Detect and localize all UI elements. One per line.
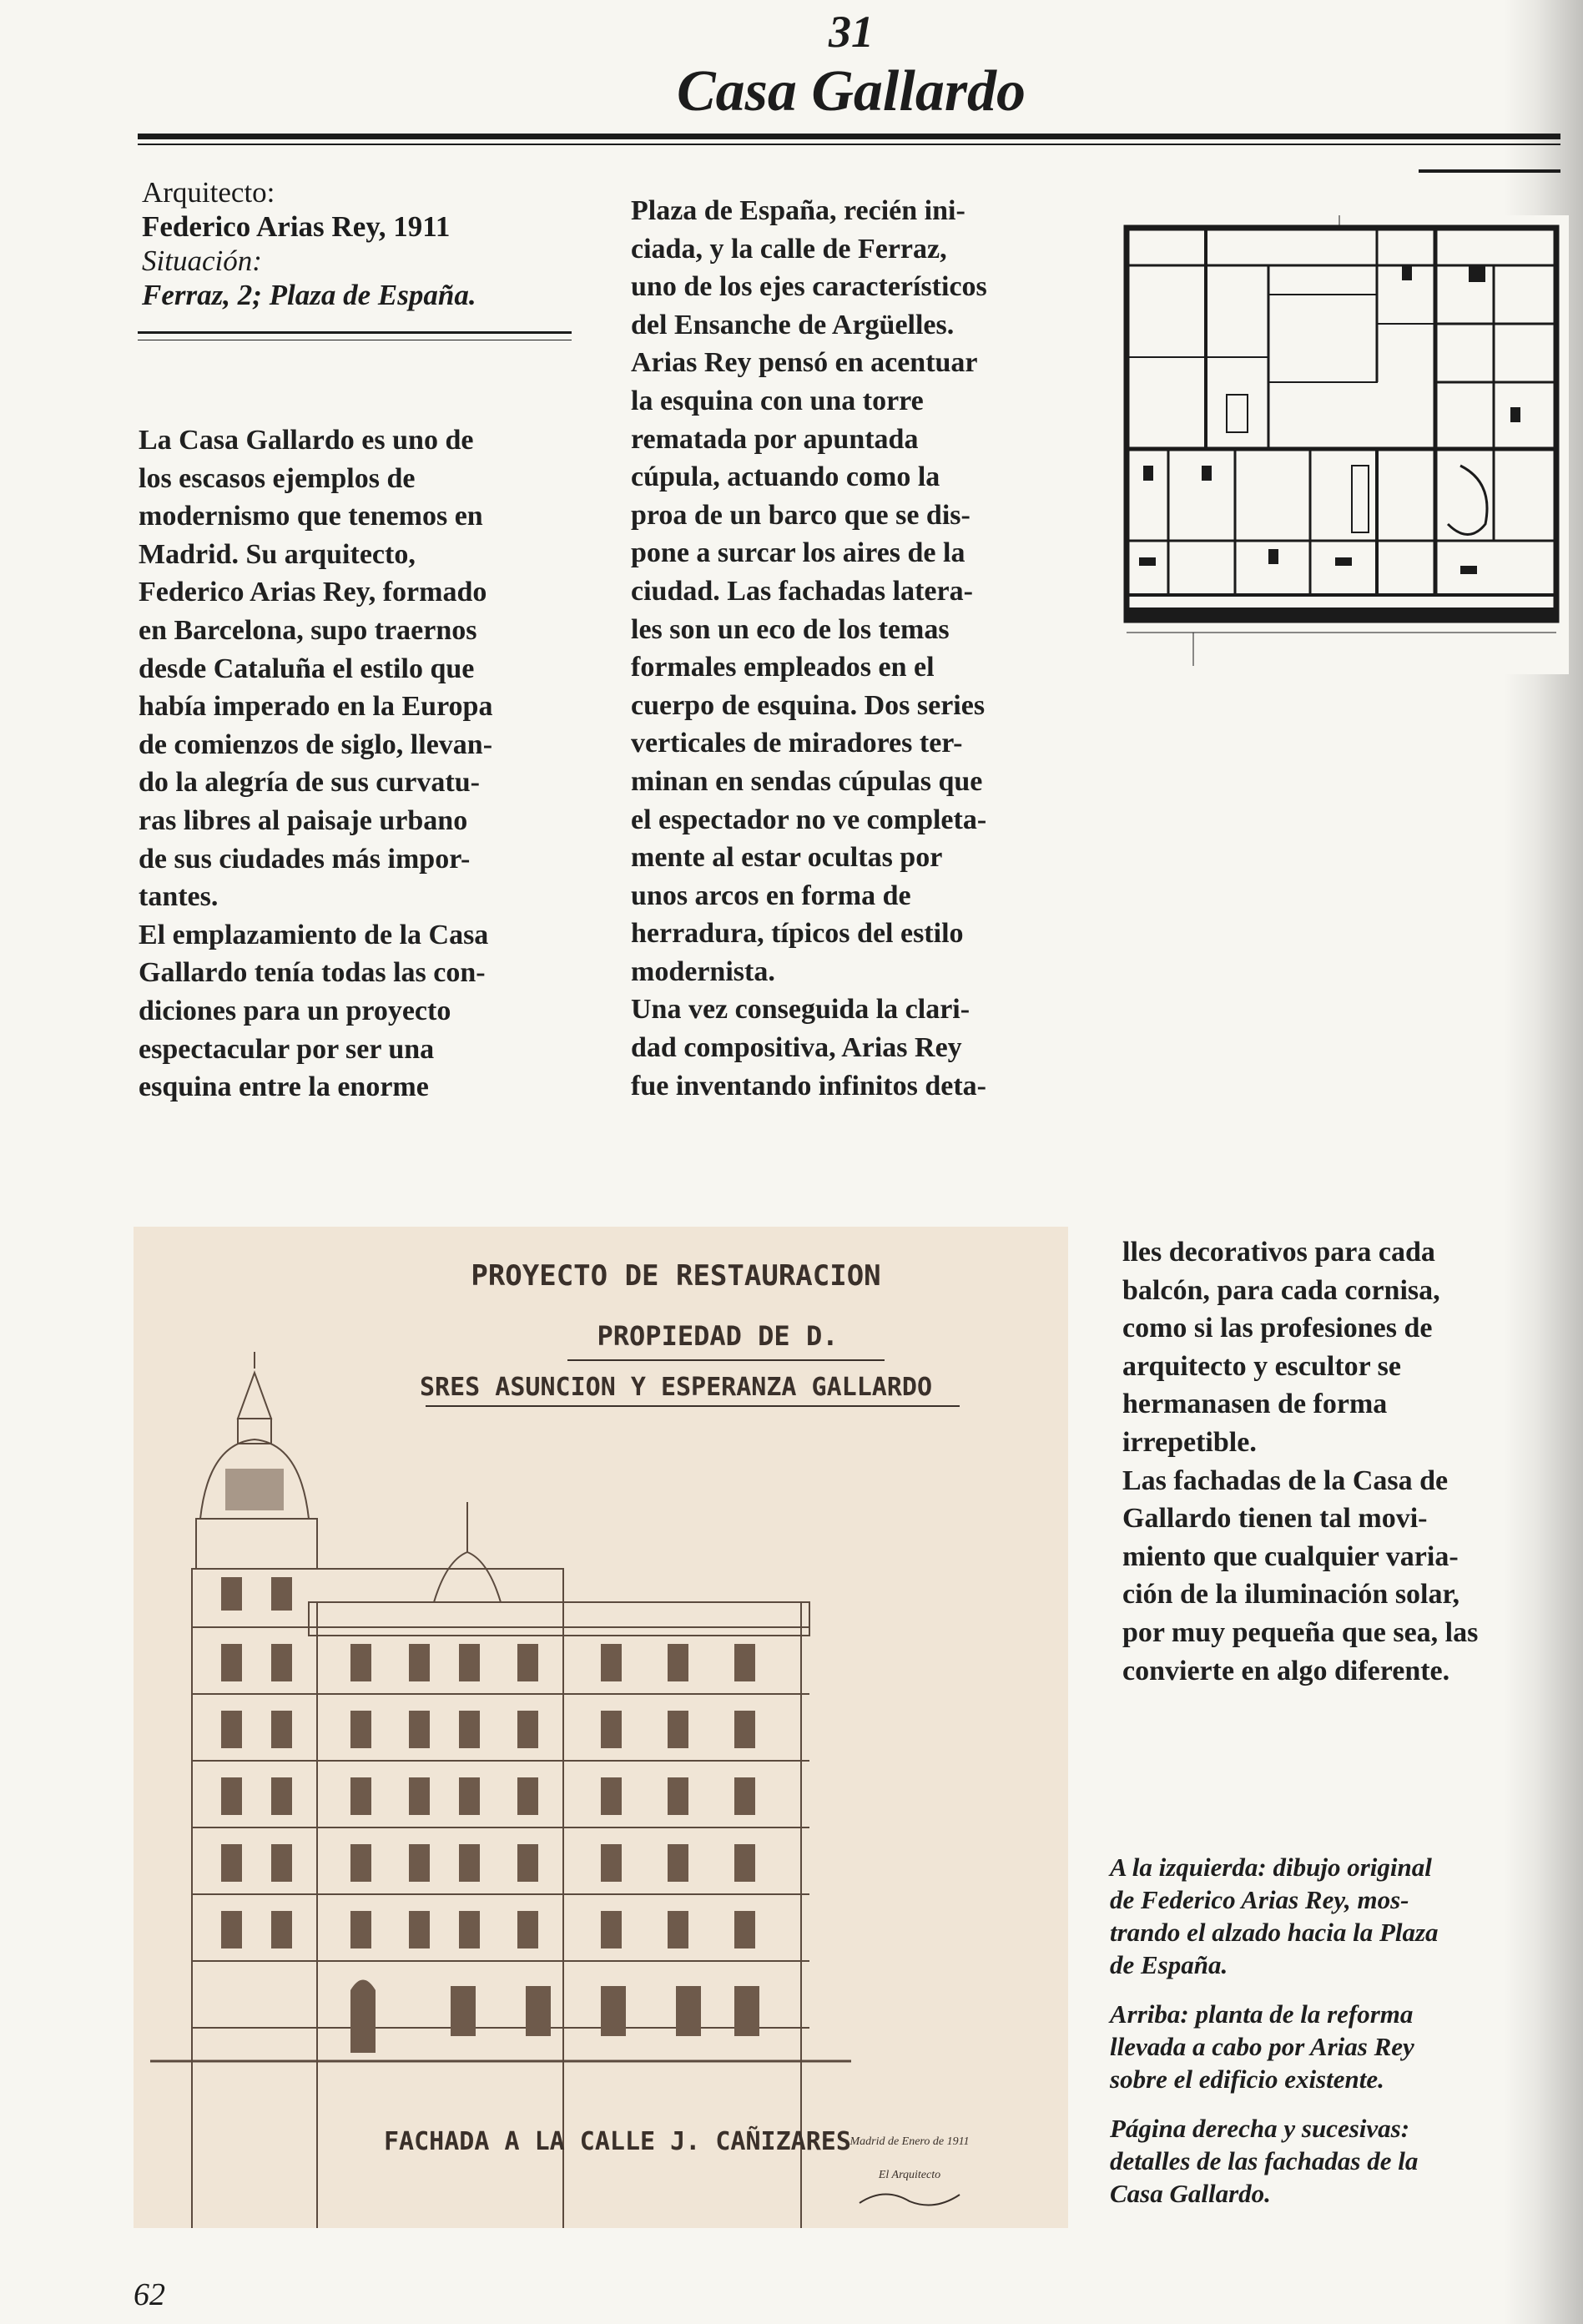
location-label: Situación:: [142, 244, 262, 277]
text-line: unos arcos en forma de: [631, 880, 911, 911]
text-line: proa de un barco que se dis-: [631, 499, 970, 531]
text-line: del Ensanche de Argüelles.: [631, 309, 955, 340]
text-line: dad compositiva, Arias Rey: [631, 1032, 962, 1064]
text-line: convierte en algo diferente.: [1122, 1655, 1450, 1686]
drawing-title-line1: PROYECTO DE RESTAURACION: [471, 1259, 881, 1293]
text-line: irrepetible.: [1122, 1426, 1257, 1458]
text-line: fue inventando infinitos deta-: [631, 1070, 986, 1102]
facade-drawing-figure: [134, 1227, 1068, 2228]
meta-rule-top: [138, 331, 572, 334]
text-line: minan en sendas cúpulas que: [631, 765, 983, 797]
text-line: verticales de miradores ter-: [631, 728, 963, 759]
text-line: ras libres al paisaje urbano: [139, 804, 468, 836]
text-line: de sus ciudades más impor-: [139, 843, 471, 875]
text-line: Gallardo tenía todas las con-: [139, 957, 486, 989]
text-line: Una vez conseguida la clari-: [631, 994, 970, 1026]
text-line: hermanasen de forma: [1122, 1389, 1388, 1420]
text-line: do la alegría de sus curvatu-: [139, 767, 480, 799]
text-line: por muy pequeña que sea, las: [1122, 1616, 1479, 1648]
text-line: arquitecto y escultor se: [1122, 1350, 1401, 1382]
text-line: en Barcelona, supo traernos: [139, 614, 477, 646]
text-line: uno de los ejes característicos: [631, 271, 987, 303]
text-line: como si las profesiones de: [1122, 1313, 1433, 1344]
text-line: Gallardo tienen tal movi-: [1122, 1503, 1428, 1535]
facade-label: FACHADA A LA CALLE J. CAÑIZARES: [384, 2127, 851, 2156]
header-rule-tail: [1419, 169, 1560, 173]
project-meta: [142, 175, 584, 312]
caption-following-pages: Página derecha y sucesivas: detalles de las fachadas de la Casa Gallardo.: [1110, 2114, 1419, 2208]
text-line: modernismo que tenemos en: [139, 501, 483, 532]
text-line: herradura, típicos del estilo: [631, 918, 964, 950]
text-line: Federico Arias Rey, formado: [139, 577, 487, 608]
text-line: balcón, para cada cornisa,: [1122, 1274, 1440, 1306]
architect-label: Arquitecto:: [142, 176, 275, 209]
text-line: La Casa Gallardo es uno de: [139, 425, 474, 456]
chapter-title: Casa Gallardo: [676, 59, 1026, 124]
text-line: los escasos ejemplos de: [139, 462, 416, 494]
figure-captions: [1110, 1851, 1544, 2226]
text-line: cuerpo de esquina. Dos series: [631, 689, 986, 721]
text-line: de comienzos de siglo, llevan-: [139, 728, 493, 760]
text-line: rematada por apuntada: [631, 423, 919, 455]
chapter-number: 31: [829, 7, 874, 57]
text-line: diciones para un proyecto: [139, 995, 451, 1026]
header-rule-thin: [138, 144, 1560, 145]
text-line: formales empleados en el: [631, 652, 935, 683]
text-line: espectacular por ser una: [139, 1033, 435, 1065]
signature-architect: El Arquitecto: [878, 2169, 941, 2181]
text-line: la esquina con una torre: [631, 385, 924, 416]
text-line: lles decorativos para cada: [1122, 1237, 1435, 1268]
text-line: Plaza de España, recién ini-: [631, 195, 965, 226]
page-number: 62: [134, 2277, 165, 2312]
text-line: Arias Rey pensó en acentuar: [631, 347, 978, 379]
header-rule-thick: [138, 134, 1560, 139]
text-line: mente al estar ocultas por: [631, 842, 943, 874]
text-line: desde Cataluña el estilo que: [139, 653, 475, 684]
floor-plan-figure: [1102, 215, 1569, 674]
text-line: esquina entre la enorme: [139, 1071, 429, 1103]
text-column-2: [631, 192, 1098, 1105]
text-line: les son un eco de los temas: [631, 613, 950, 645]
text-line: El emplazamiento de la Casa: [139, 919, 489, 950]
text-line: miento que cualquier varia-: [1122, 1540, 1459, 1572]
text-line: pone a surcar los aires de la: [631, 537, 965, 569]
text-column-3: [1122, 1233, 1565, 1690]
location-value: Ferraz, 2; Plaza de España.: [142, 279, 476, 311]
text-line: Las fachadas de la Casa de: [1122, 1464, 1449, 1496]
signature-date: Madrid de Enero de 1911: [849, 2135, 970, 2148]
text-column-1: [139, 421, 589, 1107]
text-line: tantes.: [139, 881, 219, 913]
text-line: había imperado en la Europa: [139, 691, 493, 723]
text-line: modernista.: [631, 955, 775, 987]
text-line: ción de la iluminación solar,: [1122, 1579, 1459, 1611]
drawing-title-line3: SRES ASUNCION Y ESPERANZA GALLARDO: [419, 1373, 933, 1402]
text-line: Madrid. Su arquitecto,: [139, 538, 416, 570]
caption-floor-plan: Arriba: planta de la reforma llevada a cabo por Arias Rey sobre el edificio existente.: [1110, 1999, 1414, 2094]
text-line: ciada, y la calle de Ferraz,: [631, 233, 947, 265]
architect-value: Federico Arias Rey, 1911: [142, 210, 451, 243]
drawing-title-line2: PROPIEDAD DE D.: [597, 1320, 839, 1352]
text-line: cúpula, actuando como la: [631, 461, 940, 493]
text-line: el espectador no ve completa-: [631, 804, 987, 835]
caption-left-drawing: A la izquierda: dibujo original de Federico Arias Rey, mos- trando el alzado hacia la Plaza de España.: [1110, 1853, 1439, 1979]
text-line: ciudad. Las fachadas latera-: [631, 575, 973, 607]
